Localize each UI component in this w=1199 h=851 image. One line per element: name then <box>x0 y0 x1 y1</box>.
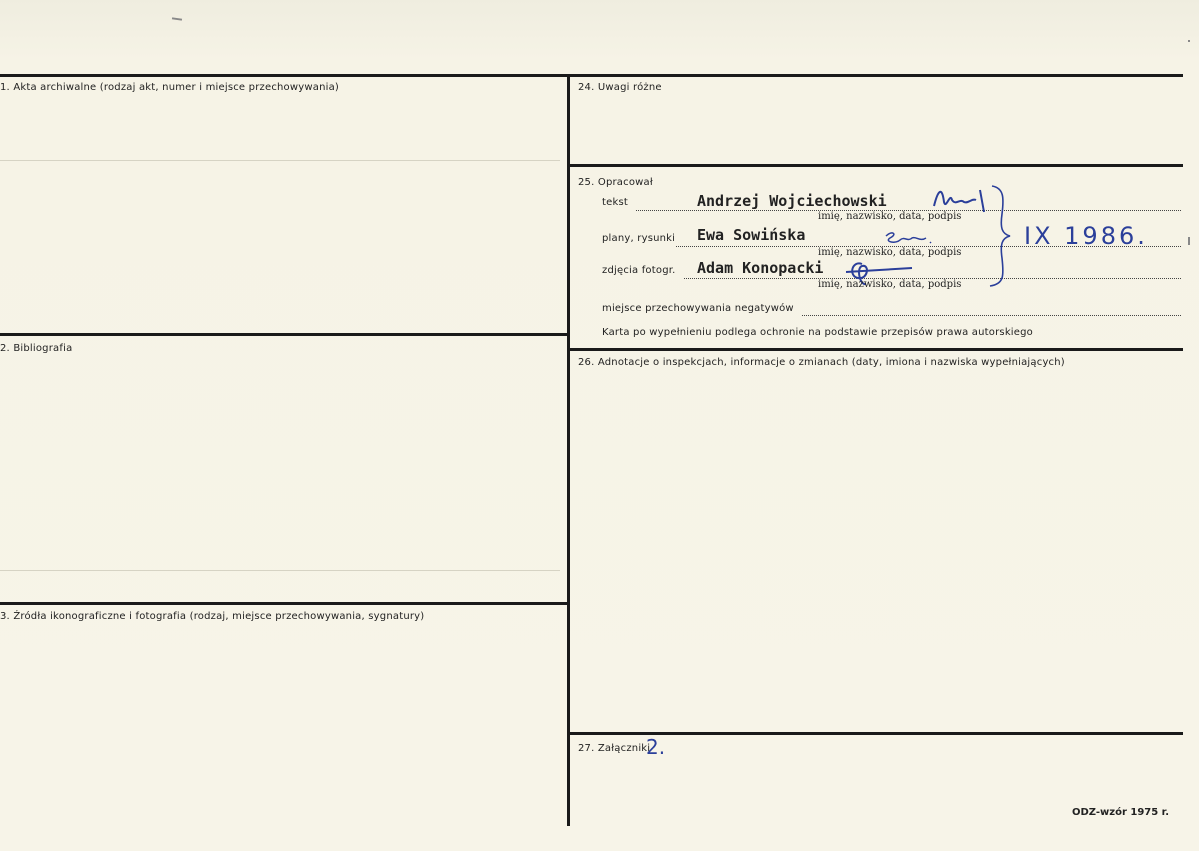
zdjecia-caption: imię, nazwisko, data, podpis <box>818 279 962 290</box>
tekst-value: Andrzej Wojciechowski <box>697 192 887 210</box>
section-26-label: 26. Adnotacje o inspekcjach, informacje o zmianach (daty, imiona i nazwiska wypełniających) <box>578 357 1065 368</box>
copyright-note: Karta po wypełnieniu podlega ochronie na podstawie przepisów prawa autorskiego <box>602 327 1034 338</box>
ghost-line <box>0 570 560 571</box>
section-2-label: 2. Bibliografia <box>0 343 73 354</box>
negatywy-label: miejsce przechowywania negatywów <box>602 303 794 314</box>
top-rule <box>0 74 1183 77</box>
plany-caption: imię, nazwisko, data, podpis <box>818 247 962 258</box>
section-27-label: 27. Załączniki <box>578 743 651 754</box>
plany-value: Ewa Sowińska <box>697 226 806 244</box>
ghost-line <box>0 160 560 161</box>
section-3-label: 3. Źródła ikonograficzne i fotografia (rodzaj, miejsce przechowywania, sygnatury) <box>0 611 425 622</box>
date-handwritten: IX 1986. <box>1024 222 1148 250</box>
negatywy-line <box>802 315 1181 316</box>
tekst-label: tekst <box>602 197 628 208</box>
attachments-count: 2. <box>646 735 666 759</box>
form-template-label: ODZ-wzór 1975 r. <box>1072 807 1169 818</box>
left-rule-2 <box>0 333 568 336</box>
tekst-caption: imię, nazwisko, data, podpis <box>818 211 962 222</box>
edge-mark <box>1188 237 1190 245</box>
right-rule-25 <box>570 164 1183 167</box>
section-25-label: 25. Opracował <box>578 177 653 188</box>
signature-2-icon <box>882 228 934 248</box>
plany-label: plany, rysunki <box>602 233 676 244</box>
top-mark <box>172 17 182 20</box>
section-1-label: 1. Akta archiwalne (rodzaj akt, numer i miejsce przechowywania) <box>0 82 340 93</box>
center-rule <box>567 74 570 826</box>
curly-brace-icon <box>986 184 1016 288</box>
section-24-label: 24. Uwagi różne <box>578 82 662 93</box>
left-rule-3 <box>0 602 568 605</box>
right-rule-26 <box>570 348 1183 351</box>
edge-mark <box>1188 40 1190 42</box>
zdjecia-label: zdjęcia fotogr. <box>602 265 676 276</box>
zdjecia-value: Adam Konopacki <box>697 259 824 277</box>
